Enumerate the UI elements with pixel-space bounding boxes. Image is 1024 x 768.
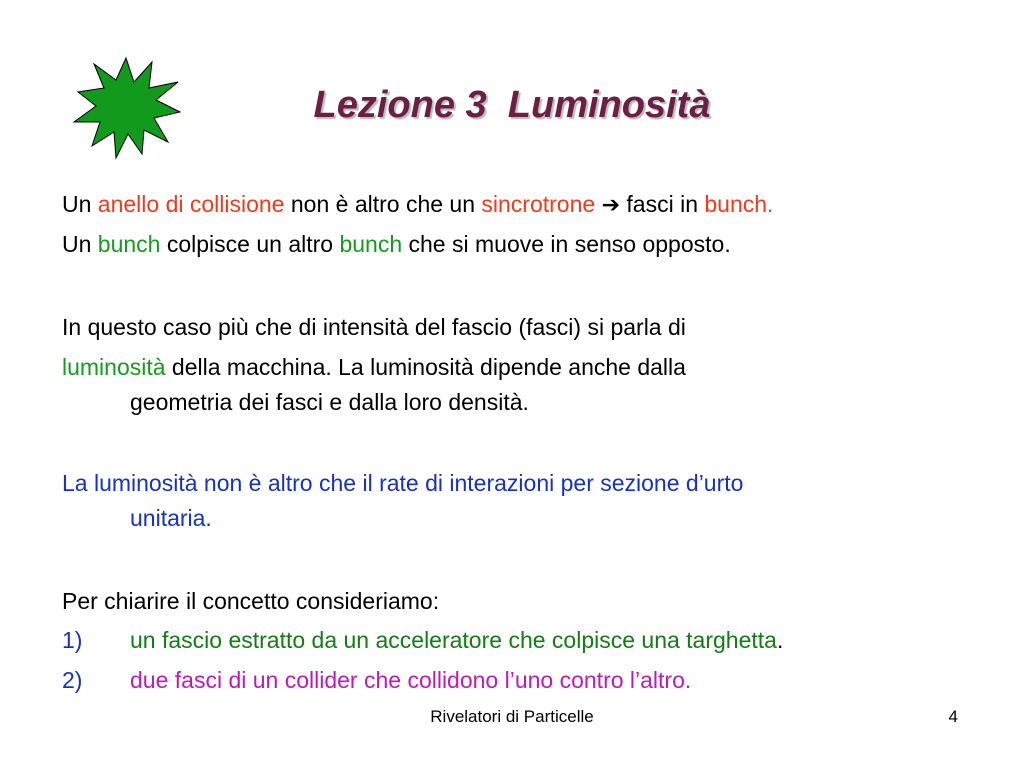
para2-line2: luminosità della macchina. La luminosità dipende anche dalla — [62, 354, 686, 380]
list-item-1: 1) un fascio estratto da un acceleratore che colpisce una targhetta. — [62, 622, 783, 658]
list-number-2: 2) — [62, 667, 83, 693]
para3-line2: unitaria. — [130, 505, 212, 531]
term-anello-di-collisione: anello di collisione — [97, 191, 285, 217]
para1-line2: Un bunch colpisce un altro bunch che si muove in senso opposto. — [62, 231, 731, 257]
term-bunch-2: bunch — [339, 231, 403, 257]
para2-line1: In questo caso più che di intensità del fascio (fasci) si parla di — [62, 314, 686, 340]
term-bunch: bunch. — [704, 191, 774, 217]
page-number: 4 — [948, 707, 958, 726]
right-arrow-icon: ➔ — [601, 192, 621, 217]
term-luminosita: luminosità — [62, 354, 166, 380]
slide-title: Lezione 3 Luminosità — [313, 84, 711, 126]
footer-title: Rivelatori di Particelle — [430, 707, 594, 726]
list-number-1: 1) — [62, 627, 83, 653]
term-bunch-1: bunch — [97, 231, 161, 257]
list-item-2: 2) due fasci di un collider che collidono l’uno contro l’altro. — [62, 662, 691, 698]
para4-line1: Per chiarire il concetto consideriamo: — [62, 588, 440, 614]
para2-line3: geometria dei fasci e dalla loro densità. — [130, 389, 529, 415]
term-sincrotrone: sincrotrone — [481, 191, 596, 217]
para3-line1: La luminosità non è altro che il rate di interazioni per sezione d’urto — [62, 470, 744, 496]
para1-line1: Un anello di collisione non è altro che un sincrotrone ➔ fasci in bunch. — [62, 191, 774, 217]
